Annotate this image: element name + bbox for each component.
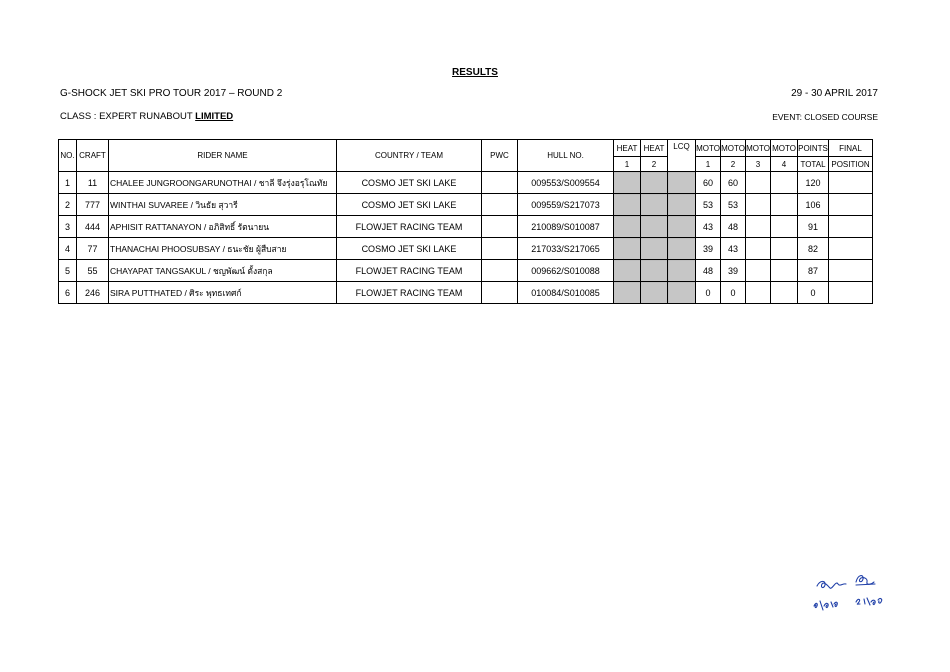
class-name: LIMITED	[195, 111, 234, 122]
cell-rider: SIRA PUTTHATED / ศิระ พุทธเทศก์	[109, 282, 337, 304]
cell-heat-1	[614, 282, 641, 304]
cell-position	[829, 216, 873, 238]
col-heat-2: HEAT	[641, 140, 668, 157]
event-type: EVENT: CLOSED COURSE	[772, 112, 878, 122]
page-title: RESULTS	[452, 67, 498, 78]
cell-moto-1: 48	[696, 260, 721, 282]
sub-moto-4: 4	[771, 157, 798, 172]
event-name: G-SHOCK JET SKI PRO TOUR 2017 – ROUND 2	[60, 88, 283, 99]
cell-country: COSMO JET SKI LAKE	[337, 172, 482, 194]
results-table	[58, 139, 873, 304]
cell-heat-2	[641, 172, 668, 194]
header-row	[59, 140, 873, 157]
cell-moto-1: 53	[696, 194, 721, 216]
cell-moto-4	[771, 216, 798, 238]
cell-craft: 11	[77, 172, 109, 194]
cell-pwc	[482, 216, 518, 238]
cell-moto-3	[746, 172, 771, 194]
cell-country: FLOWJET RACING TEAM	[337, 260, 482, 282]
cell-hull: 009662/S010088	[518, 260, 614, 282]
cell-position	[829, 238, 873, 260]
sub-position: POSITION	[829, 157, 873, 172]
cell-moto-4	[771, 238, 798, 260]
cell-craft: 777	[77, 194, 109, 216]
col-rider: RIDER NAME	[109, 140, 337, 172]
cell-moto-2: 43	[721, 238, 746, 260]
table-row	[59, 194, 873, 216]
cell-position	[829, 260, 873, 282]
sub-heat-1: 1	[614, 157, 641, 172]
cell-heat-2	[641, 238, 668, 260]
cell-moto-2: 48	[721, 216, 746, 238]
cell-heat-1	[614, 216, 641, 238]
table-row	[59, 238, 873, 260]
sub-moto-2: 2	[721, 157, 746, 172]
col-country: COUNTRY / TEAM	[337, 140, 482, 172]
cell-no: 3	[59, 216, 77, 238]
cell-hull: 210089/S010087	[518, 216, 614, 238]
cell-moto-3	[746, 216, 771, 238]
cell-pwc	[482, 194, 518, 216]
signature	[812, 566, 892, 614]
col-heat-1: HEAT	[614, 140, 641, 157]
col-lcq: LCQ	[668, 140, 696, 172]
cell-lcq	[668, 194, 696, 216]
cell-country: COSMO JET SKI LAKE	[337, 238, 482, 260]
cell-pwc	[482, 238, 518, 260]
cell-pwc	[482, 260, 518, 282]
table-row	[59, 282, 873, 304]
col-hull: HULL NO.	[518, 140, 614, 172]
cell-no: 5	[59, 260, 77, 282]
cell-heat-1	[614, 194, 641, 216]
cell-no: 1	[59, 172, 77, 194]
cell-total: 82	[798, 238, 829, 260]
cell-pwc	[482, 282, 518, 304]
cell-no: 6	[59, 282, 77, 304]
cell-position	[829, 282, 873, 304]
cell-total: 120	[798, 172, 829, 194]
cell-heat-1	[614, 238, 641, 260]
cell-heat-2	[641, 194, 668, 216]
cell-lcq	[668, 238, 696, 260]
table-row	[59, 172, 873, 194]
cell-hull: 009559/S217073	[518, 194, 614, 216]
cell-heat-2	[641, 216, 668, 238]
cell-lcq	[668, 260, 696, 282]
cell-hull: 010084/S010085	[518, 282, 614, 304]
cell-moto-1: 43	[696, 216, 721, 238]
cell-country: FLOWJET RACING TEAM	[337, 282, 482, 304]
cell-rider: THANACHAI PHOOSUBSAY / ธนะชัย ผู้สืบสาย	[109, 238, 337, 260]
cell-rider: WINTHAI SUVAREE / วินธัย สุวารี	[109, 194, 337, 216]
cell-moto-2: 60	[721, 172, 746, 194]
cell-moto-4	[771, 260, 798, 282]
cell-no: 4	[59, 238, 77, 260]
class-prefix: CLASS : EXPERT RUNABOUT	[60, 111, 193, 122]
cell-country: FLOWJET RACING TEAM	[337, 216, 482, 238]
cell-total: 91	[798, 216, 829, 238]
cell-moto-1: 60	[696, 172, 721, 194]
cell-craft: 55	[77, 260, 109, 282]
col-final: FINAL	[829, 140, 873, 157]
col-pwc: PWC	[482, 140, 518, 172]
cell-moto-2: 0	[721, 282, 746, 304]
cell-rider: CHAYAPAT TANGSAKUL / ชญพัฒน์ ตั้งสกุล	[109, 260, 337, 282]
cell-moto-2: 39	[721, 260, 746, 282]
table-row	[59, 260, 873, 282]
table-row	[59, 216, 873, 238]
sub-total: TOTAL	[798, 157, 829, 172]
cell-lcq	[668, 282, 696, 304]
cell-moto-3	[746, 238, 771, 260]
col-no: NO.	[59, 140, 77, 172]
cell-craft: 246	[77, 282, 109, 304]
cell-heat-1	[614, 172, 641, 194]
class-line	[60, 111, 233, 122]
cell-moto-3	[746, 282, 771, 304]
sub-moto-1: 1	[696, 157, 721, 172]
col-points: POINTS	[798, 140, 829, 157]
cell-moto-2: 53	[721, 194, 746, 216]
cell-craft: 444	[77, 216, 109, 238]
cell-rider: APHISIT RATTANAYON / อภิสิทธิ์ รัตนายน	[109, 216, 337, 238]
cell-total: 0	[798, 282, 829, 304]
cell-no: 2	[59, 194, 77, 216]
cell-pwc	[482, 172, 518, 194]
cell-moto-1: 0	[696, 282, 721, 304]
cell-moto-3	[746, 194, 771, 216]
cell-total: 87	[798, 260, 829, 282]
cell-heat-1	[614, 260, 641, 282]
cell-moto-1: 39	[696, 238, 721, 260]
col-moto-1: MOTO	[696, 140, 721, 157]
cell-moto-3	[746, 260, 771, 282]
cell-lcq	[668, 172, 696, 194]
sub-heat-2: 2	[641, 157, 668, 172]
event-date: 29 - 30 APRIL 2017	[791, 88, 878, 99]
cell-hull: 217033/S217065	[518, 238, 614, 260]
cell-heat-2	[641, 260, 668, 282]
cell-moto-4	[771, 282, 798, 304]
cell-hull: 009553/S009554	[518, 172, 614, 194]
cell-moto-4	[771, 194, 798, 216]
cell-position	[829, 194, 873, 216]
col-moto-2: MOTO	[721, 140, 746, 157]
cell-lcq	[668, 216, 696, 238]
cell-country: COSMO JET SKI LAKE	[337, 194, 482, 216]
cell-rider: CHALEE JUNGROONGARUNOTHAI / ชาลี จึงรุ่งอรุโณทัย	[109, 172, 337, 194]
cell-moto-4	[771, 172, 798, 194]
col-moto-3: MOTO	[746, 140, 771, 157]
cell-heat-2	[641, 282, 668, 304]
cell-total: 106	[798, 194, 829, 216]
sub-moto-3: 3	[746, 157, 771, 172]
cell-craft: 77	[77, 238, 109, 260]
col-moto-4: MOTO	[771, 140, 798, 157]
cell-position	[829, 172, 873, 194]
col-craft: CRAFT	[77, 140, 109, 172]
